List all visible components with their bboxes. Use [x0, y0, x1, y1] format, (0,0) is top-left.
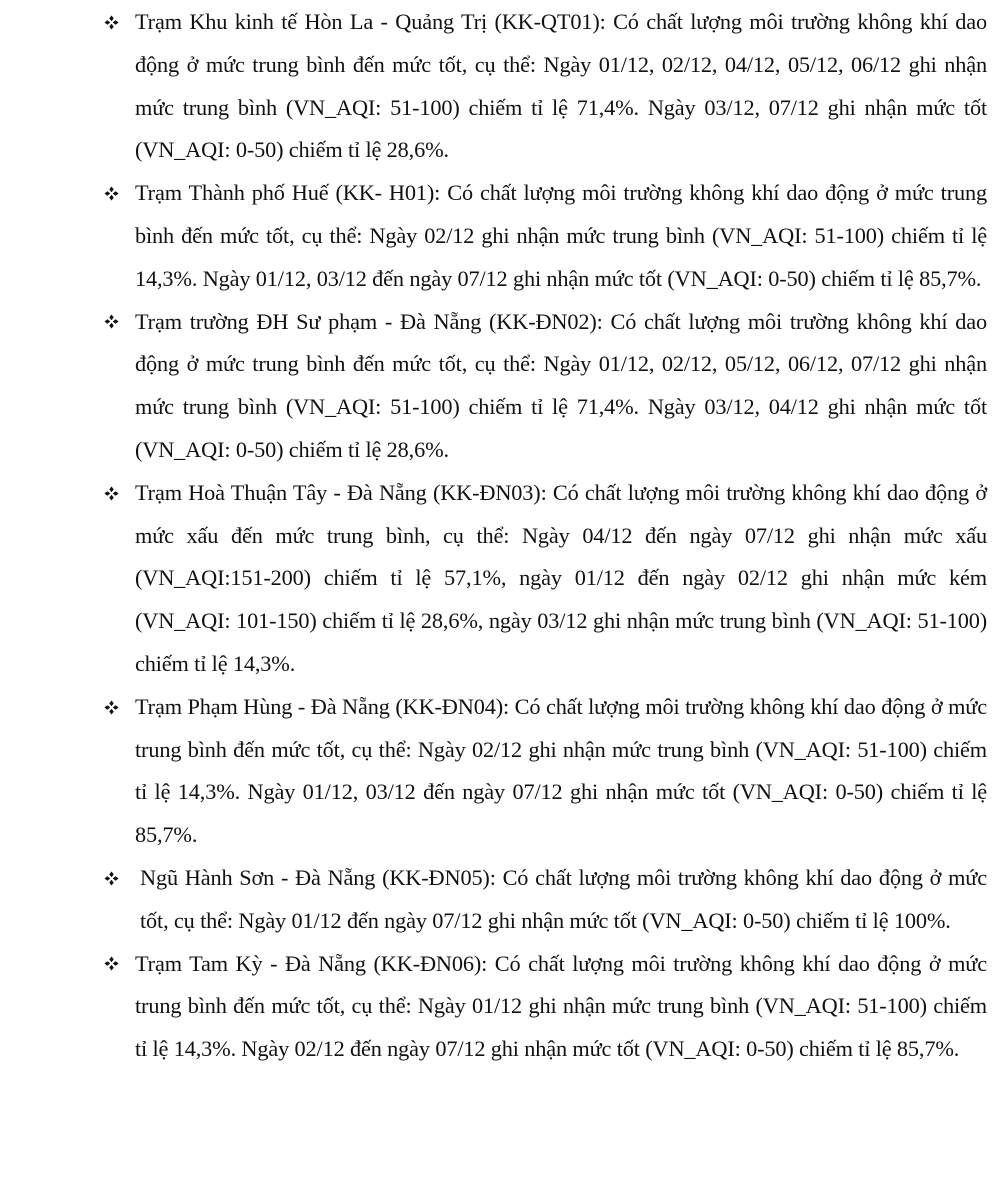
- station-paragraph-kk-dn03: [0, 472, 997, 686]
- station-paragraph-kk-dn04: [0, 686, 997, 857]
- four-diamond-bullet-icon: [99, 686, 123, 729]
- station-text: Trạm Tam Kỳ - Đà Nẵng (KK-ĐN06): Có chất lượng môi trường không khí dao động ở mức trung bình đến mức tốt, cụ thể: Ngày 01/12 ghi nhận mức trung bình (VN_AQI: 51-100) chiếm tỉ lệ 14,3%. Ngày 02/12 đến ngày 07/12 ghi nhận mức tốt (VN_AQI: 0-50) chiếm tỉ lệ 85,7%.: [135, 950, 987, 1062]
- station-text: Trạm Khu kinh tế Hòn La - Quảng Trị (KK-QT01): Có chất lượng môi trường không khí dao động ở mức trung bình đến mức tốt, cụ thể: Ngày 01/12, 02/12, 04/12, 05/12, 06/12 ghi nhận mức trung bình (VN_AQI: 51-100) chiếm tỉ lệ 71,4%. Ngày 03/12, 07/12 ghi nhận mức tốt (VN_AQI: 0-50) chiếm tỉ lệ 28,6%.: [135, 9, 987, 163]
- station-paragraph-kk-dn02: [0, 301, 997, 472]
- station-text: Trạm Thành phố Huế (KK- H01): Có chất lượng môi trường không khí dao động ở mức trung bình đến mức tốt, cụ thể: Ngày 02/12 ghi nhận mức trung bình (VN_AQI: 51-100) chiếm tỉ lệ 14,3%. Ngày 01/12, 03/12 đến ngày 07/12 ghi nhận mức tốt (VN_AQI: 0-50) chiếm tỉ lệ 85,7%.: [135, 180, 987, 291]
- station-paragraph-kk-dn06: [0, 943, 997, 1071]
- station-paragraph-kk-qt01: [0, 1, 997, 172]
- station-paragraph-kk-dn05: [0, 857, 997, 943]
- station-text: Trạm trường ĐH Sư phạm - Đà Nẵng (KK-ĐN02): Có chất lượng môi trường không khí dao động ở mức trung bình đến mức tốt, cụ thể: Ngày 01/12, 02/12, 05/12, 06/12, 07/12 ghi nhận mức trung bình (VN_AQI: 51-100) chiếm tỉ lệ 71,4%. Ngày 03/12, 04/12 ghi nhận mức tốt (VN_AQI: 0-50) chiếm tỉ lệ 28,6%.: [135, 308, 987, 462]
- station-text: Ngũ Hành Sơn - Đà Nẵng (KK-ĐN05): Có chất lượng môi trường không khí dao động ở mức tốt, cụ thể: Ngày 01/12 đến ngày 07/12 ghi nhận mức tốt (VN_AQI: 0-50) chiếm tỉ lệ 100%.: [140, 864, 987, 933]
- four-diamond-bullet-icon: [99, 943, 123, 986]
- station-paragraph-kk-h01: [0, 172, 997, 300]
- four-diamond-bullet-icon: [99, 301, 123, 344]
- station-text: Trạm Hoà Thuận Tây - Đà Nẵng (KK-ĐN03): Có chất lượng môi trường không khí dao động ở mức xấu đến mức trung bình, cụ thể: Ngày 04/12 đến ngày 07/12 ghi nhận mức xấu (VN_AQI:151-200) chiếm tỉ lệ 57,1%, ngày 01/12 đến ngày 02/12 ghi nhận mức kém (VN_AQI: 101-150) chiếm tỉ lệ 28,6%, ngày 03/12 ghi nhận mức trung bình (VN_AQI: 51-100) chiếm tỉ lệ 14,3%.: [135, 479, 987, 676]
- station-text: Trạm Phạm Hùng - Đà Nẵng (KK-ĐN04): Có chất lượng môi trường không khí dao động ở mức trung bình đến mức tốt, cụ thể: Ngày 02/12 ghi nhận mức trung bình (VN_AQI: 51-100) chiếm tỉ lệ 14,3%. Ngày 01/12, 03/12 đến ngày 07/12 ghi nhận mức tốt (VN_AQI: 0-50) chiếm tỉ lệ 85,7%.: [135, 693, 987, 848]
- four-diamond-bullet-icon: [99, 172, 123, 215]
- four-diamond-bullet-icon: [99, 857, 123, 900]
- four-diamond-bullet-icon: [99, 1, 123, 44]
- four-diamond-bullet-icon: [99, 472, 123, 515]
